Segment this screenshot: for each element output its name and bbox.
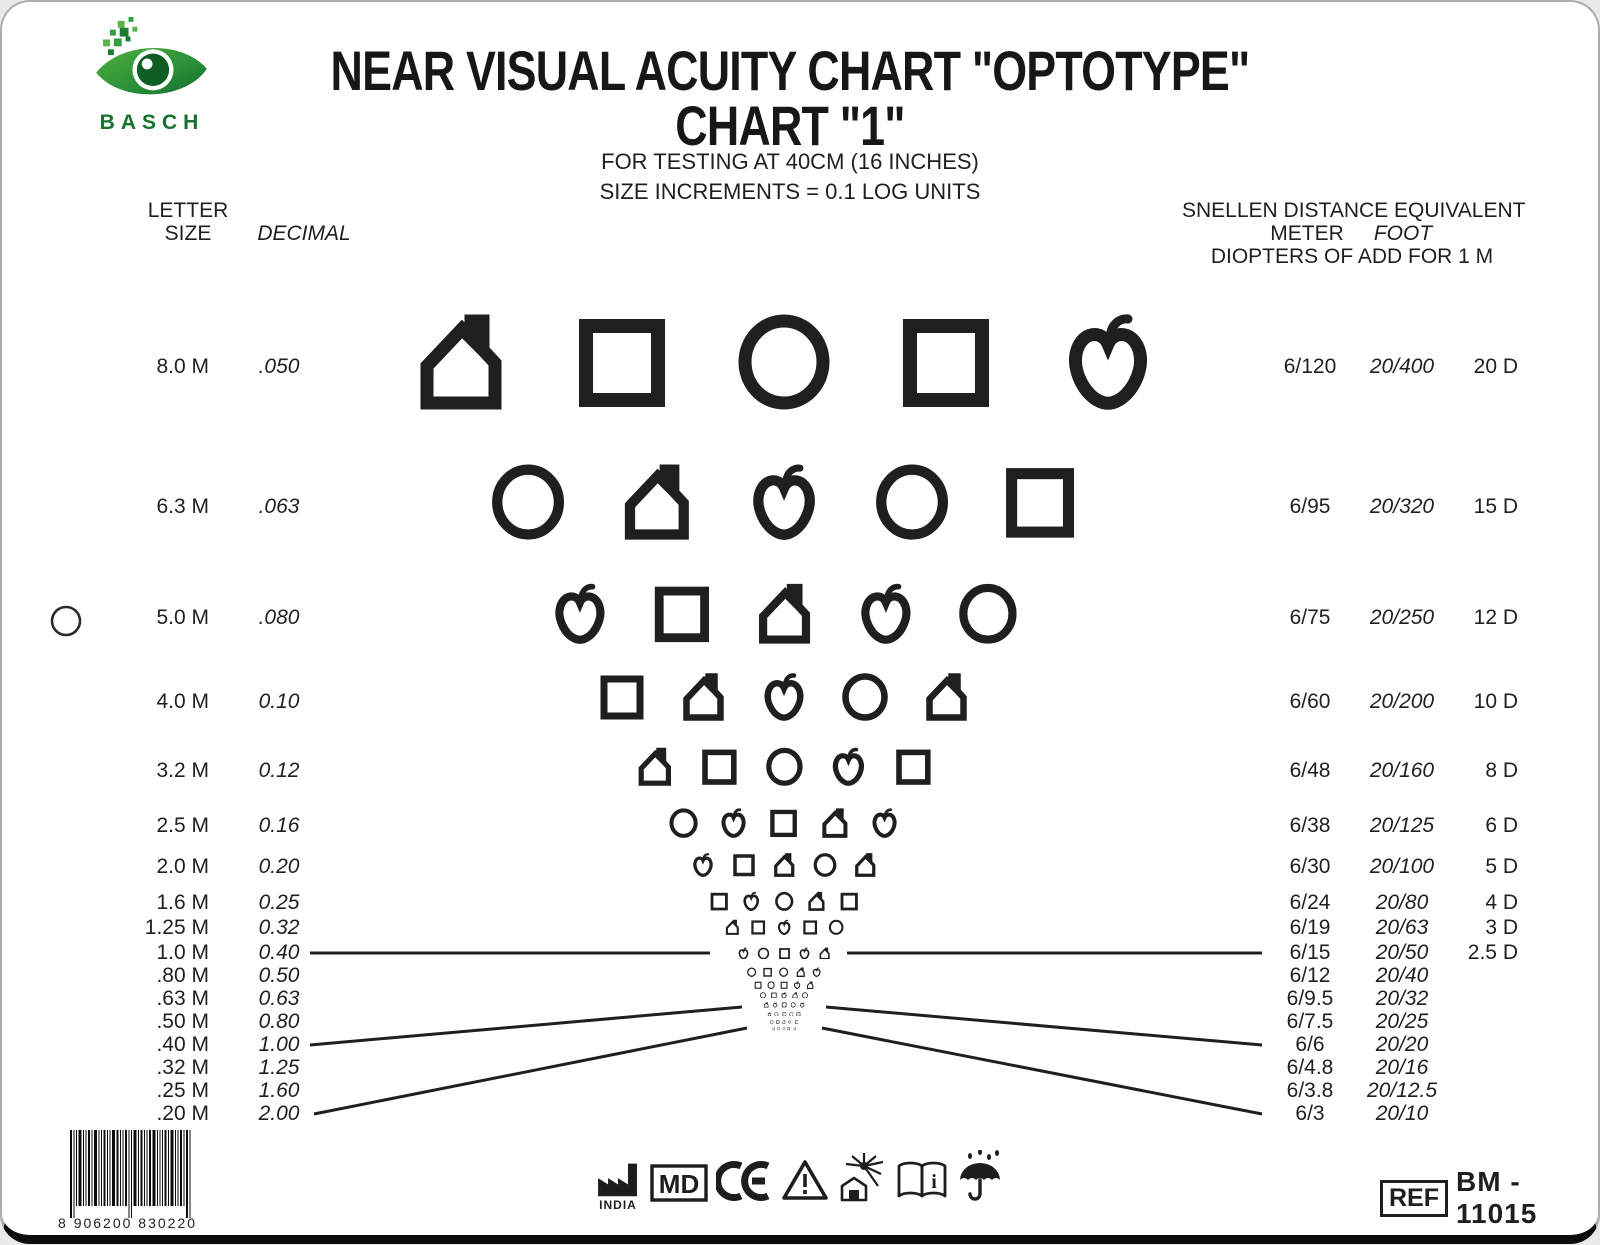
decimal-value: 0.20 [258, 855, 300, 878]
snellen-meter-value: 6/38 [1289, 814, 1331, 837]
square-optotype [839, 891, 859, 911]
snellen-meter-value: 6/120 [1283, 355, 1337, 378]
diopters-value: 10 D [1473, 690, 1518, 713]
snellen-foot-value: 20/32 [1375, 987, 1429, 1010]
optotype-row [597, 671, 971, 721]
snellen-meter-value: 6/30 [1289, 855, 1331, 878]
decimal-value: 0.16 [258, 814, 300, 837]
decimal-value: 0.40 [258, 941, 300, 964]
square-optotype [778, 947, 791, 960]
decimal-value: 2.00 [258, 1102, 300, 1125]
decimal-value: 1.00 [258, 1033, 300, 1056]
letter-size-value: 1.0 M [156, 941, 209, 964]
decimal-value: 1.60 [258, 1079, 300, 1102]
apple-optotype [737, 947, 750, 960]
barcode-digits: 8 906200 830220 [58, 1215, 198, 1231]
circle-optotype [774, 1012, 779, 1017]
optotype-row [763, 1002, 804, 1008]
circle-optotype [489, 461, 568, 540]
snellen-foot-value: 20/16 [1375, 1056, 1429, 1079]
apple-optotype [548, 581, 611, 644]
letter-size-value: 6.3 M [156, 495, 209, 518]
house-optotype [806, 891, 826, 911]
house-optotype [634, 746, 674, 786]
diopters-value: 2.5 D [1467, 941, 1518, 964]
decimal-value: 0.32 [258, 916, 300, 939]
acuity-rows [2, 2, 1598, 1235]
circle-optotype [747, 967, 757, 977]
house-optotype [806, 981, 814, 989]
manufacturer-icon [596, 1160, 640, 1212]
square-optotype [650, 581, 713, 644]
letter-size-value: 8.0 M [156, 355, 209, 378]
decimal-value: 0.63 [258, 987, 300, 1010]
letter-size-value: .50 M [156, 1010, 209, 1033]
keep-dry-icon [956, 1150, 1004, 1202]
square-optotype [770, 992, 777, 999]
snellen-meter-value: 6/60 [1289, 690, 1331, 713]
col-header-foot: FOOT [1373, 222, 1433, 245]
ce-icon [716, 1160, 772, 1202]
house-optotype [819, 807, 850, 838]
snellen-foot-value: 20/63 [1375, 916, 1429, 939]
circle-optotype [668, 807, 699, 838]
house-optotype [782, 1020, 786, 1024]
square-optotype [894, 746, 934, 786]
snellen-foot-value: 20/320 [1369, 495, 1435, 518]
house-optotype [772, 1027, 775, 1030]
square-optotype [794, 1020, 798, 1024]
apple-optotype [869, 807, 900, 838]
ref-block [1380, 1166, 1598, 1230]
optotype-row [754, 981, 814, 989]
snellen-foot-value: 20/10 [1375, 1102, 1429, 1125]
optotype-row [724, 919, 844, 935]
square-optotype [750, 919, 766, 935]
apple-optotype [781, 992, 788, 999]
house-optotype [724, 919, 740, 935]
optotype-row [747, 967, 822, 977]
diopters-value: 3 D [1485, 916, 1518, 939]
consult-instructions-icon [896, 1160, 948, 1200]
snellen-meter-value: 6/48 [1289, 759, 1331, 782]
apple-optotype [772, 1002, 778, 1008]
snellen-meter-value: 6/9.5 [1286, 987, 1334, 1010]
snellen-foot-value: 20/25 [1375, 1010, 1429, 1033]
circle-optotype [770, 1020, 774, 1024]
house-optotype [763, 1002, 769, 1008]
apple-optotype [742, 891, 762, 911]
letter-size-value: 4.0 M [156, 690, 209, 713]
letter-size-value: .20 M [156, 1102, 209, 1125]
house-optotype [791, 992, 798, 999]
letter-size-value: 2.0 M [156, 855, 209, 878]
house-optotype [410, 310, 510, 410]
circle-optotype [812, 852, 837, 877]
apple-optotype [829, 746, 869, 786]
diopters-value: 4 D [1485, 891, 1518, 914]
subtitle-line2: SIZE INCREMENTS = 0.1 LOG UNITS [599, 179, 981, 204]
square-optotype [769, 807, 800, 838]
snellen-foot-value: 20/125 [1369, 814, 1435, 837]
apple-optotype [691, 852, 716, 877]
barcode [58, 1130, 218, 1231]
snellen-meter-value: 6/19 [1289, 916, 1331, 939]
diopters-value: 8 D [1485, 759, 1518, 782]
letter-size-value: 1.25 M [144, 916, 209, 939]
house-optotype [753, 581, 816, 644]
circle-optotype [789, 1012, 794, 1017]
diopters-value: 15 D [1473, 495, 1518, 518]
house-optotype [818, 947, 831, 960]
barcode-bars [58, 1130, 208, 1222]
svg-text:i: i [931, 1171, 937, 1193]
circle-optotype [779, 967, 789, 977]
letter-size-value: .63 M [156, 987, 209, 1010]
apple-optotype [799, 1002, 805, 1008]
optotype-row [772, 1027, 796, 1030]
letter-size-value: 1.6 M [156, 891, 209, 914]
decimal-value: 0.25 [258, 891, 300, 914]
letter-size-value: 3.2 M [156, 759, 209, 782]
square-optotype [780, 981, 788, 989]
square-optotype [597, 671, 647, 721]
decimal-value: .080 [258, 606, 300, 629]
snellen-meter-value: 6/7.5 [1286, 1010, 1334, 1033]
diopters-value: 20 D [1473, 355, 1518, 378]
circle-optotype [767, 981, 775, 989]
letter-size-value: .40 M [156, 1033, 209, 1056]
snellen-meter-value: 6/75 [1289, 606, 1331, 629]
optotype-row [767, 1012, 801, 1017]
house-optotype [853, 852, 878, 877]
circle-optotype [764, 746, 804, 786]
square-optotype [796, 1012, 801, 1017]
snellen-foot-value: 20/100 [1369, 855, 1435, 878]
snellen-foot-value: 20/160 [1369, 759, 1435, 782]
square-optotype [754, 981, 762, 989]
optotype-row [691, 852, 878, 877]
house-optotype [772, 852, 797, 877]
apple-optotype [1058, 310, 1158, 410]
snellen-foot-value: 20/20 [1375, 1033, 1429, 1056]
decimal-value: 0.12 [258, 759, 300, 782]
circle-optotype [957, 581, 1020, 644]
letter-size-value: 2.5 M [156, 814, 209, 837]
apple-optotype [798, 947, 811, 960]
snellen-meter-value: 6/15 [1289, 941, 1331, 964]
subtitle-line1: FOR TESTING AT 40CM (16 INCHES) [601, 149, 979, 174]
apple-optotype [782, 1027, 785, 1030]
col-header-snellen: SNELLEN DISTANCE EQUIVALENT [1182, 199, 1526, 222]
apple-optotype [793, 981, 801, 989]
page-title-line1: NEAR VISUAL ACUITY CHART "OPTOTYPE" [330, 39, 1250, 102]
square-optotype [782, 1012, 787, 1017]
square-optotype [781, 1002, 787, 1008]
warning-icon [781, 1158, 829, 1202]
decimal-value: .050 [258, 355, 300, 378]
ref-label: REF [1380, 1180, 1448, 1217]
snellen-meter-value: 6/3.8 [1286, 1079, 1334, 1102]
optotype-row [410, 310, 1158, 410]
snellen-foot-value: 20/200 [1369, 690, 1435, 713]
apple-optotype [855, 581, 918, 644]
square-optotype [802, 919, 818, 935]
decimal-value: 1.25 [258, 1056, 300, 1079]
col-header-diopters: DIOPTERS OF ADD FOR 1 M [1210, 245, 1494, 268]
square-optotype [788, 1027, 791, 1030]
md-icon [650, 1164, 708, 1202]
snellen-foot-value: 20/400 [1369, 355, 1435, 378]
circle-optotype [774, 891, 794, 911]
house-optotype [617, 461, 696, 540]
snellen-foot-value: 20/40 [1375, 964, 1429, 987]
square-optotype [896, 310, 996, 410]
circle-optotype [828, 919, 844, 935]
snellen-meter-value: 6/6 [1295, 1033, 1325, 1056]
col-header-meter: METER [1270, 222, 1344, 245]
decimal-value: 0.80 [258, 1010, 300, 1033]
optotype-row [737, 947, 831, 960]
snellen-meter-value: 6/4.8 [1286, 1056, 1334, 1079]
optotype-row [548, 581, 1019, 644]
circle-optotype [760, 992, 767, 999]
diopters-value: 5 D [1485, 855, 1518, 878]
snellen-meter-value: 6/3 [1295, 1102, 1325, 1125]
optotype-row [634, 746, 933, 786]
ref-value: BM - 11015 [1456, 1166, 1538, 1229]
snellen-foot-value: 20/12.5 [1366, 1079, 1438, 1102]
circle-optotype [734, 310, 834, 410]
snellen-meter-value: 6/24 [1289, 891, 1331, 914]
diopters-value: 12 D [1473, 606, 1518, 629]
letter-size-value: 5.0 M [156, 606, 209, 629]
circle-optotype [758, 947, 771, 960]
square-optotype [709, 891, 729, 911]
page-title-line2: CHART "1" [675, 94, 905, 157]
apple-optotype [776, 919, 792, 935]
keep-away-from-sunlight-icon [836, 1152, 886, 1202]
svg-text:MD: MD [658, 1169, 700, 1199]
optotype-row [489, 461, 1080, 540]
square-optotype [572, 310, 672, 410]
snellen-meter-value: 6/12 [1289, 964, 1331, 987]
decimal-value: .063 [258, 495, 300, 518]
apple-optotype [788, 1020, 792, 1024]
brand-name: BASCH [99, 111, 205, 134]
square-optotype [731, 852, 756, 877]
square-optotype [763, 967, 773, 977]
apple-optotype [811, 967, 821, 977]
square-optotype [699, 746, 739, 786]
circle-optotype [790, 1002, 796, 1008]
letter-size-value: .32 M [156, 1056, 209, 1079]
col-header-letter: LETTER [147, 199, 229, 222]
circle-optotype [872, 461, 951, 540]
circle-optotype [802, 992, 809, 999]
optotype-row [668, 807, 900, 838]
snellen-meter-value: 6/95 [1289, 495, 1331, 518]
square-optotype [1000, 461, 1079, 540]
decimal-value: 0.50 [258, 964, 300, 987]
optotype-row [770, 1020, 798, 1024]
decimal-value: 0.10 [258, 690, 300, 713]
circle-optotype [840, 671, 890, 721]
square-optotype [776, 1020, 780, 1024]
optotype-row [760, 992, 809, 999]
apple-optotype [767, 1012, 772, 1017]
optotype-row [709, 891, 859, 911]
snellen-foot-value: 20/80 [1375, 891, 1429, 914]
apple-optotype [759, 671, 809, 721]
house-optotype [921, 671, 971, 721]
apple-optotype [745, 461, 824, 540]
circle-optotype [777, 1027, 780, 1030]
apple-optotype [718, 807, 749, 838]
letter-size-value: .80 M [156, 964, 209, 987]
snellen-foot-value: 20/250 [1369, 606, 1435, 629]
col-header-size: SIZE [164, 222, 212, 245]
manufacturer-country-label: INDIA [599, 1198, 637, 1212]
snellen-foot-value: 20/50 [1375, 941, 1429, 964]
diopters-value: 6 D [1485, 814, 1518, 837]
house-optotype [795, 967, 805, 977]
letter-size-value: .25 M [156, 1079, 209, 1102]
house-optotype [678, 671, 728, 721]
col-header-decimal: DECIMAL [257, 222, 351, 245]
house-optotype [793, 1027, 796, 1030]
